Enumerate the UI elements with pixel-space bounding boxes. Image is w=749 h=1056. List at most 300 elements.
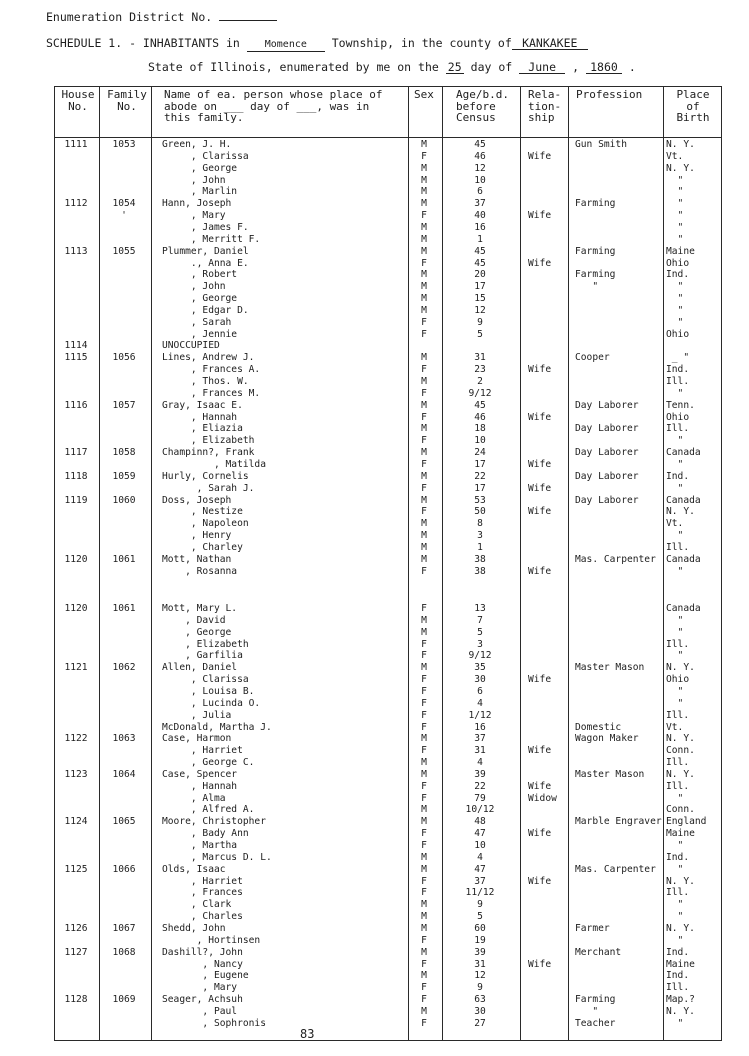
enumeration-day: 25 — [446, 61, 464, 74]
cell-birth: Ill. — [666, 780, 690, 792]
cell-profession: Domestic — [575, 721, 622, 733]
cell-name: , Harriet — [162, 875, 243, 887]
cell-house: 1117 — [64, 447, 88, 459]
cell-sex: F — [421, 674, 427, 686]
table-row — [54, 293, 722, 305]
cell-age: 45 — [474, 399, 486, 411]
cell-name: , Hannah — [162, 411, 238, 423]
cell-birth: " — [666, 482, 684, 494]
cell-birth: Ind. — [666, 470, 690, 482]
cell-relation: Wife — [528, 780, 552, 792]
cell-house: 1115 — [64, 352, 88, 364]
cell-name: , John — [162, 281, 226, 293]
cell-sex: M — [421, 139, 427, 150]
cell-age: 17 — [474, 458, 486, 470]
cell-name: , Rosanna — [162, 565, 238, 577]
cell-age: 38 — [474, 553, 486, 565]
cell-name: Allen, Daniel — [162, 662, 238, 674]
cell-name: , Alma — [162, 792, 226, 804]
cell-name: , Clarissa — [162, 674, 249, 686]
cell-sex: M — [421, 293, 427, 305]
table-row — [54, 615, 722, 627]
cell-sex: F — [421, 316, 427, 328]
cell-name: , Jennie — [162, 328, 238, 340]
table-row — [54, 423, 722, 435]
cell-age: 15 — [474, 293, 486, 305]
state-comma: , — [572, 60, 580, 74]
cell-birth: " — [666, 221, 684, 233]
state-line — [148, 60, 636, 74]
cell-age: 5 — [477, 626, 483, 638]
cell-age: 17 — [474, 482, 486, 494]
cell-profession: Day Laborer — [575, 423, 639, 435]
cell-family: 1053 — [112, 139, 136, 150]
table-row — [54, 710, 722, 722]
cell-name: , Paul — [162, 1005, 238, 1017]
cell-age: 63 — [474, 994, 486, 1006]
cell-birth: England — [666, 816, 707, 828]
cell-sex: M — [421, 233, 427, 245]
cell-age: 6 — [477, 186, 483, 198]
cell-name: , Frances M. — [162, 387, 261, 399]
cell-profession: Day Laborer — [575, 470, 639, 482]
cell-name: , Eliazia — [162, 423, 243, 435]
table-row — [54, 151, 722, 163]
table-row — [54, 554, 722, 566]
cell-age: 46 — [474, 150, 486, 162]
cell-age: 40 — [474, 210, 486, 222]
cell-house: 1113 — [64, 245, 88, 257]
cell-sex: M — [421, 804, 427, 816]
cell-house: 1119 — [64, 494, 88, 506]
cell-name: , Edgar D. — [162, 304, 249, 316]
cell-age: 12 — [474, 970, 486, 982]
cell-birth: " — [666, 233, 684, 245]
cell-profession: " — [575, 1005, 599, 1017]
cell-sex: F — [421, 435, 427, 447]
cell-age: 10 — [474, 435, 486, 447]
schedule-line — [46, 36, 588, 52]
cell-birth: " — [666, 911, 684, 923]
cell-name: McDonald, Martha J. — [162, 721, 272, 733]
table-row — [54, 566, 722, 578]
cell-family: 1067 — [112, 922, 136, 934]
cell-name: Lines, Andrew J. — [162, 352, 255, 364]
cell-relation: Wife — [528, 458, 552, 470]
cell-name: , Frances A. — [162, 364, 261, 376]
cell-age: 8 — [477, 518, 483, 530]
cell-name: , Harriet — [162, 745, 243, 757]
cell-profession: Teacher — [575, 1017, 616, 1029]
table-row — [54, 745, 722, 757]
cell-age: 6 — [477, 685, 483, 697]
cell-family: ' — [121, 210, 127, 222]
cell-name: , George — [162, 626, 232, 638]
enumeration-district-line — [46, 10, 277, 24]
table-row — [54, 542, 722, 554]
cell-name: , Lucinda O. — [162, 697, 261, 709]
cell-birth: Vt. — [666, 150, 684, 162]
cell-name: Case, Spencer — [162, 768, 238, 780]
cell-age: 10/12 — [465, 804, 495, 816]
table-row — [54, 305, 722, 317]
cell-name: , Mary — [162, 210, 226, 222]
col-name: Name of ea. person whose place of abode on ___ day of ___, was in this family. — [164, 88, 383, 124]
cell-name: , Frances — [162, 887, 243, 899]
table-row — [54, 163, 722, 175]
cell-age: 48 — [474, 816, 486, 828]
table-row — [54, 376, 722, 388]
table-row — [54, 435, 722, 447]
cell-sex: M — [421, 174, 427, 186]
cell-family: 1062 — [112, 662, 136, 674]
cell-birth: N. Y. — [666, 733, 695, 745]
cell-name: , Napoleon — [162, 518, 249, 530]
cell-age: 46 — [474, 411, 486, 423]
table-row — [54, 923, 722, 935]
cell-birth: " — [666, 614, 684, 626]
cell-name: , Matilda — [162, 458, 266, 470]
table-row — [54, 139, 722, 151]
cell-name: Plummer, Daniel — [162, 245, 249, 257]
cell-family: 1060 — [112, 494, 136, 506]
schedule-prefix: SCHEDULE 1. - INHABITANTS in — [46, 36, 240, 50]
cell-family: 1066 — [112, 863, 136, 875]
cell-name: , Charles — [162, 911, 243, 923]
cell-age: 3 — [477, 638, 483, 650]
enumeration-district-label: Enumeration District No. — [46, 10, 213, 24]
cell-sex: M — [421, 186, 427, 198]
cell-profession: Mas. Carpenter — [575, 863, 656, 875]
cell-birth: Map.? — [666, 994, 695, 1006]
cell-age: 16 — [474, 221, 486, 233]
cell-sex: F — [421, 411, 427, 423]
cell-name: , Merritt F. — [162, 233, 261, 245]
cell-age: 24 — [474, 447, 486, 459]
cell-birth: Canada — [666, 603, 701, 614]
cell-sex: M — [421, 304, 427, 316]
cell-sex: M — [421, 816, 427, 828]
cell-sex: F — [421, 709, 427, 721]
cell-name: ., Anna E. — [162, 257, 249, 269]
table-row — [54, 994, 722, 1006]
cell-sex: M — [421, 530, 427, 542]
cell-age: 2 — [477, 376, 483, 387]
cell-birth: Canada — [666, 553, 701, 565]
table-row — [54, 258, 722, 270]
table-row — [54, 400, 722, 412]
cell-age: 18 — [474, 423, 486, 435]
cell-birth: _ " — [666, 352, 690, 364]
cell-relation: Wife — [528, 482, 552, 494]
cell-house: 1126 — [64, 922, 88, 934]
col-profession: Profession — [576, 88, 643, 101]
cell-house: 1120 — [64, 603, 88, 614]
table-row — [54, 186, 722, 198]
cell-age: 1 — [477, 233, 483, 245]
table-row — [54, 1018, 722, 1030]
cell-name: , John — [162, 174, 226, 186]
cell-family: 1065 — [112, 816, 136, 828]
cell-birth: Ind. — [666, 851, 690, 863]
cell-name: , Eugene — [162, 970, 249, 982]
cell-age: 9/12 — [468, 387, 492, 399]
cell-house: 1114 — [64, 340, 88, 352]
table-row — [54, 459, 722, 471]
cell-name: Champinn?, Frank — [162, 447, 255, 459]
table-row — [54, 246, 722, 258]
table-row — [54, 650, 722, 662]
cell-age: 60 — [474, 922, 486, 934]
cell-sex: M — [421, 662, 427, 674]
cell-name: , Hannah — [162, 780, 238, 792]
cell-house: 1112 — [64, 198, 88, 210]
cell-age: 4 — [477, 851, 483, 863]
cell-birth: " — [666, 210, 684, 222]
cell-birth: Canada — [666, 494, 701, 506]
cell-age: 45 — [474, 245, 486, 257]
cell-profession: Day Laborer — [575, 399, 639, 411]
cell-birth: N. Y. — [666, 506, 695, 518]
cell-sex: F — [421, 792, 427, 804]
table-row — [54, 483, 722, 495]
cell-family: 1061 — [112, 603, 136, 614]
cell-name: , Robert — [162, 269, 238, 281]
cell-name: , Nestize — [162, 506, 243, 518]
cell-age: 30 — [474, 674, 486, 686]
cell-sex: M — [421, 1005, 427, 1017]
cell-family: 1057 — [112, 399, 136, 411]
cell-birth: Ill. — [666, 887, 690, 899]
cell-birth: " — [666, 792, 684, 804]
col-house-no: House No. — [61, 88, 95, 113]
table-row — [54, 518, 722, 530]
cell-sex: F — [421, 875, 427, 887]
table-row — [54, 686, 722, 698]
cell-relation: Wife — [528, 506, 552, 518]
cell-relation: Wife — [528, 565, 552, 577]
table-row — [54, 329, 722, 341]
cell-relation: Wife — [528, 210, 552, 222]
cell-birth: Ohio — [666, 411, 690, 423]
table-row — [54, 757, 722, 769]
cell-name: Mott, Mary L. — [162, 603, 238, 614]
cell-name: , George C. — [162, 757, 255, 769]
cell-name: Doss, Joseph — [162, 494, 232, 506]
table-row — [54, 828, 722, 840]
cell-sex: M — [421, 494, 427, 506]
cell-birth: Ind. — [666, 946, 690, 958]
cell-profession: Wagon Maker — [575, 733, 639, 745]
table-row — [54, 781, 722, 793]
cell-age: 1/12 — [468, 709, 492, 721]
cell-sex: M — [421, 399, 427, 411]
cell-name: , Marlin — [162, 186, 238, 198]
table-row — [54, 876, 722, 888]
cell-birth: " — [666, 863, 684, 875]
cell-sex: F — [421, 840, 427, 851]
cell-birth: N. Y. — [666, 1005, 695, 1017]
cell-sex: F — [421, 387, 427, 399]
cell-birth: Ill. — [666, 423, 690, 435]
page-number: 83 — [300, 1027, 315, 1041]
cell-age: 31 — [474, 958, 486, 970]
cell-birth: Maine — [666, 958, 695, 970]
cell-age: 22 — [474, 470, 486, 482]
cell-name: , Elizabeth — [162, 638, 249, 650]
col-age: Age/b.d. before Census — [456, 88, 509, 124]
cell-birth: " — [666, 650, 684, 662]
cell-sex: M — [421, 768, 427, 780]
cell-sex: M — [421, 626, 427, 638]
cell-house: 1120 — [64, 553, 88, 565]
cell-birth: " — [666, 186, 684, 198]
cell-family: 1055 — [112, 245, 136, 257]
cell-age: 45 — [474, 139, 486, 150]
state-end: . — [628, 60, 636, 74]
cell-age: 30 — [474, 1005, 486, 1017]
cell-profession: Farming — [575, 994, 616, 1006]
cell-sex: F — [421, 603, 427, 614]
cell-sex: M — [421, 851, 427, 863]
cell-name: , Elizabeth — [162, 435, 255, 447]
cell-age: 5 — [477, 911, 483, 923]
table-row — [54, 674, 722, 686]
cell-name: , David — [162, 614, 226, 626]
cell-profession: Marble Engraver — [575, 816, 662, 828]
cell-sex: M — [421, 281, 427, 293]
table-row — [54, 982, 722, 994]
cell-name: Hann, Joseph — [162, 198, 232, 210]
cell-sex: M — [421, 899, 427, 911]
cell-birth: " — [666, 435, 684, 447]
table-row — [54, 530, 722, 542]
cell-sex: F — [421, 685, 427, 697]
table-row — [54, 899, 722, 911]
cell-birth: Ill. — [666, 541, 690, 553]
cell-name: , Martha — [162, 840, 238, 851]
state-mid: day of — [470, 60, 513, 74]
cell-name: , Clark — [162, 899, 232, 911]
cell-house: 1116 — [64, 399, 88, 411]
cell-birth: Ill. — [666, 638, 690, 650]
cell-sex: F — [421, 780, 427, 792]
table-bottom-rule — [54, 1040, 722, 1041]
cell-sex: M — [421, 541, 427, 553]
cell-birth: " — [666, 565, 684, 577]
cell-birth: Tenn. — [666, 399, 695, 411]
cell-name: , Alfred A. — [162, 804, 255, 816]
cell-name: Green, J. H. — [162, 139, 232, 150]
cell-relation: Wife — [528, 745, 552, 757]
cell-sex: F — [421, 650, 427, 662]
cell-birth: N. Y. — [666, 922, 695, 934]
table-row — [54, 804, 722, 816]
cell-birth: N. Y. — [666, 162, 695, 174]
table-row — [54, 412, 722, 424]
enumeration-year: 1860 — [586, 61, 622, 74]
cell-family: 1056 — [112, 352, 136, 364]
cell-age: 37 — [474, 198, 486, 210]
table-row — [54, 662, 722, 674]
township-value: Momence — [247, 39, 325, 52]
cell-sex: F — [421, 364, 427, 376]
cell-relation: Wife — [528, 411, 552, 423]
cell-name: UNOCCUPIED — [162, 340, 220, 352]
cell-age: 4 — [477, 757, 483, 769]
cell-age: 50 — [474, 506, 486, 518]
cell-profession: Cooper — [575, 352, 610, 364]
table-row — [54, 364, 722, 376]
cell-age: 10 — [474, 840, 486, 851]
enumeration-district-value — [219, 20, 277, 21]
cell-age: 19 — [474, 934, 486, 946]
cell-birth: Vt. — [666, 518, 684, 530]
cell-sex: M — [421, 221, 427, 233]
cell-profession: Master Mason — [575, 768, 645, 780]
cell-birth: Ind. — [666, 269, 690, 281]
cell-sex: F — [421, 982, 427, 994]
cell-profession: Gun Smith — [575, 139, 627, 150]
cell-age: 35 — [474, 662, 486, 674]
cell-birth: Ill. — [666, 757, 690, 769]
cell-house: 1124 — [64, 816, 88, 828]
cell-birth: Ind. — [666, 970, 690, 982]
cell-name: , Sarah — [162, 316, 232, 328]
cell-age: 9 — [477, 982, 483, 994]
cell-name: , Charley — [162, 541, 243, 553]
table-row — [54, 603, 722, 615]
cell-name: , Mary — [162, 982, 238, 994]
cell-birth: N. Y. — [666, 768, 695, 780]
cell-age: 12 — [474, 162, 486, 174]
cell-name: , Sophronis — [162, 1017, 266, 1029]
cell-sex: F — [421, 828, 427, 840]
cell-birth: Conn. — [666, 745, 695, 757]
cell-relation: Wife — [528, 364, 552, 376]
cell-birth: Ind. — [666, 364, 690, 376]
cell-age: 20 — [474, 269, 486, 281]
cell-name: Gray, Isaac E. — [162, 399, 243, 411]
cell-birth: N. Y. — [666, 139, 695, 150]
cell-birth: " — [666, 281, 684, 293]
cell-birth: Ill. — [666, 982, 690, 994]
table-row — [54, 722, 722, 734]
cell-birth: " — [666, 387, 684, 399]
cell-profession: Day Laborer — [575, 494, 639, 506]
cell-birth: Ohio — [666, 674, 690, 686]
cell-age: 47 — [474, 863, 486, 875]
cell-name: Case, Harmon — [162, 733, 232, 745]
cell-house: 1118 — [64, 470, 88, 482]
cell-relation: Wife — [528, 674, 552, 686]
table-row — [54, 864, 722, 876]
cell-name: , George — [162, 162, 238, 174]
col-sex: Sex — [414, 88, 434, 101]
table-row — [54, 317, 722, 329]
table-row — [54, 816, 722, 828]
col-relationship: Rela- tion- ship — [528, 88, 562, 124]
cell-age: 23 — [474, 364, 486, 376]
cell-birth: " — [666, 1017, 684, 1029]
census-table — [54, 86, 722, 1041]
cell-birth: Ohio — [666, 257, 690, 269]
cell-birth: Maine — [666, 245, 695, 257]
cell-name: , Garfilia — [162, 650, 243, 662]
table-row — [54, 175, 722, 187]
cell-age: 79 — [474, 792, 486, 804]
cell-sex: F — [421, 994, 427, 1006]
